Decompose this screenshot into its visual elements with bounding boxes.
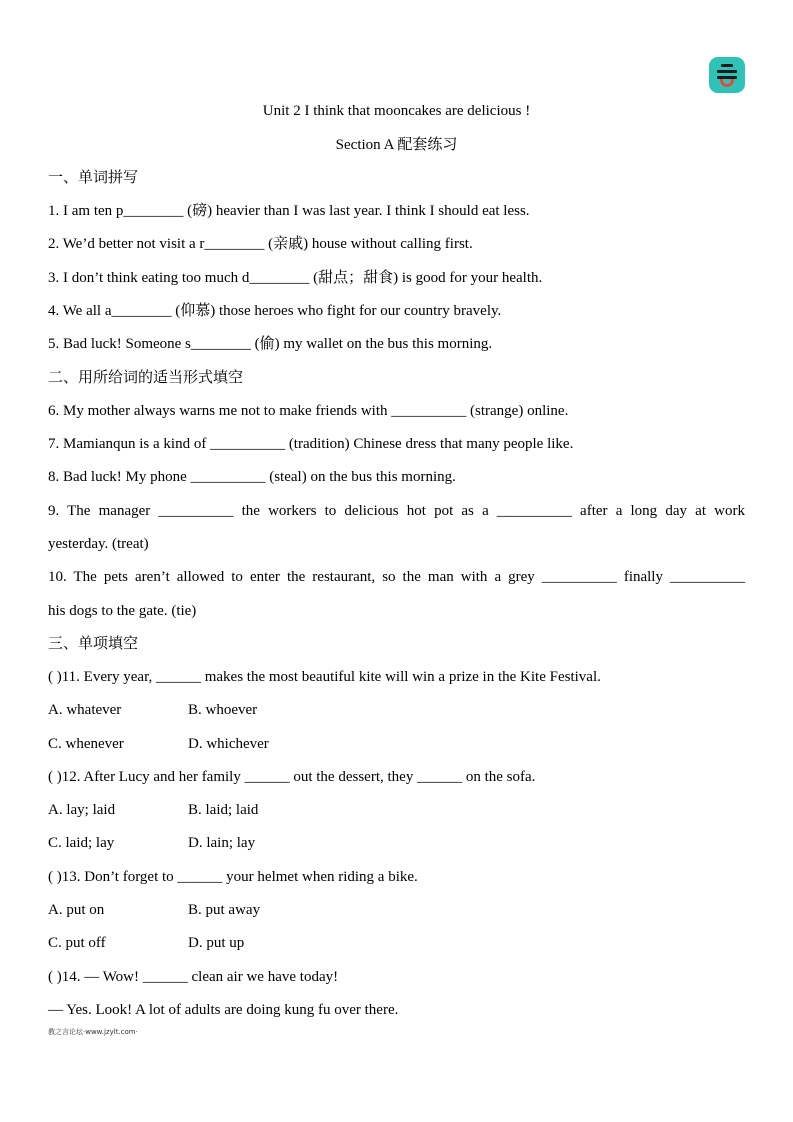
question-7: 7. Mamianqun is a kind of __________ (tradition) Chinese dress that many people like.: [48, 436, 574, 452]
question-12-option-c: C. laid; lay: [48, 835, 115, 851]
question-4: 4. We all a________ (仰慕) those heroes who fight for our country bravely.: [48, 303, 502, 319]
question-12-option-d: D. lain; lay: [188, 835, 256, 851]
question-13-option-b: B. put away: [188, 902, 261, 918]
question-1: 1. I am ten p________ (磅) heavier than I was last year. I think I should eat less.: [48, 203, 530, 219]
question-13-option-c: C. put off: [48, 935, 106, 951]
question-13-stem: ( )13. Don’t forget to ______ your helmet when riding a bike.: [48, 869, 418, 885]
question-12-option-a: A. lay; laid: [48, 802, 116, 818]
question-9-continued: yesterday. (treat): [48, 536, 149, 552]
question-14-stem: ( )14. — Wow! ______ clean air we have today!: [48, 969, 339, 985]
question-5: 5. Bad luck! Someone s________ (偷) my wallet on the bus this morning.: [48, 336, 493, 352]
question-12-stem: ( )12. After Lucy and her family ______ out the dessert, they ______ on the sofa.: [48, 769, 536, 785]
question-6: 6. My mother always warns me not to make friends with __________ (strange) online.: [48, 403, 569, 419]
section-heading-spelling: 一、单词拼写: [48, 170, 139, 186]
page-subtitle: Section A 配套练习: [335, 137, 458, 153]
question-9: 9. The manager __________ the workers to delicious hot pot as a __________ after a long day at work: [48, 503, 745, 519]
question-3: 3. I don’t think eating too much d________ (甜点；甜食) is good for your health.: [48, 270, 543, 286]
question-11-option-d: D. whichever: [188, 736, 269, 752]
question-8: 8. Bad luck! My phone __________ (steal) on the bus this morning.: [48, 469, 456, 485]
question-2: 2. We’d better not visit a r________ (亲戚) house without calling first.: [48, 236, 473, 252]
question-14-reply: — Yes. Look! A lot of adults are doing kung fu over there.: [48, 1002, 399, 1018]
question-11-option-a: A. whatever: [48, 702, 122, 718]
section-heading-multiple-choice: 三、单项填空: [48, 636, 139, 652]
document-smile-icon: [709, 57, 745, 93]
question-11-option-c: C. whenever: [48, 736, 124, 752]
section-heading-word-forms: 二、用所给词的适当形式填空: [48, 370, 244, 386]
question-13-option-a: A. put on: [48, 902, 105, 918]
footer-source: 教之言论坛·www.jzylt.com·: [48, 1028, 138, 1036]
question-12-option-b: B. laid; laid: [188, 802, 259, 818]
question-11-stem: ( )11. Every year, ______ makes the most beautiful kite will win a prize in the Kite Festival.: [48, 669, 601, 685]
question-10: 10. The pets aren’t allowed to enter the restaurant, so the man with a grey __________ finally __________: [48, 569, 745, 585]
question-13-option-d: D. put up: [188, 935, 245, 951]
question-10-continued: his dogs to the gate. (tie): [48, 603, 197, 619]
question-11-option-b: B. whoever: [188, 702, 258, 718]
page-title: Unit 2 I think that mooncakes are delicious !: [262, 103, 531, 119]
